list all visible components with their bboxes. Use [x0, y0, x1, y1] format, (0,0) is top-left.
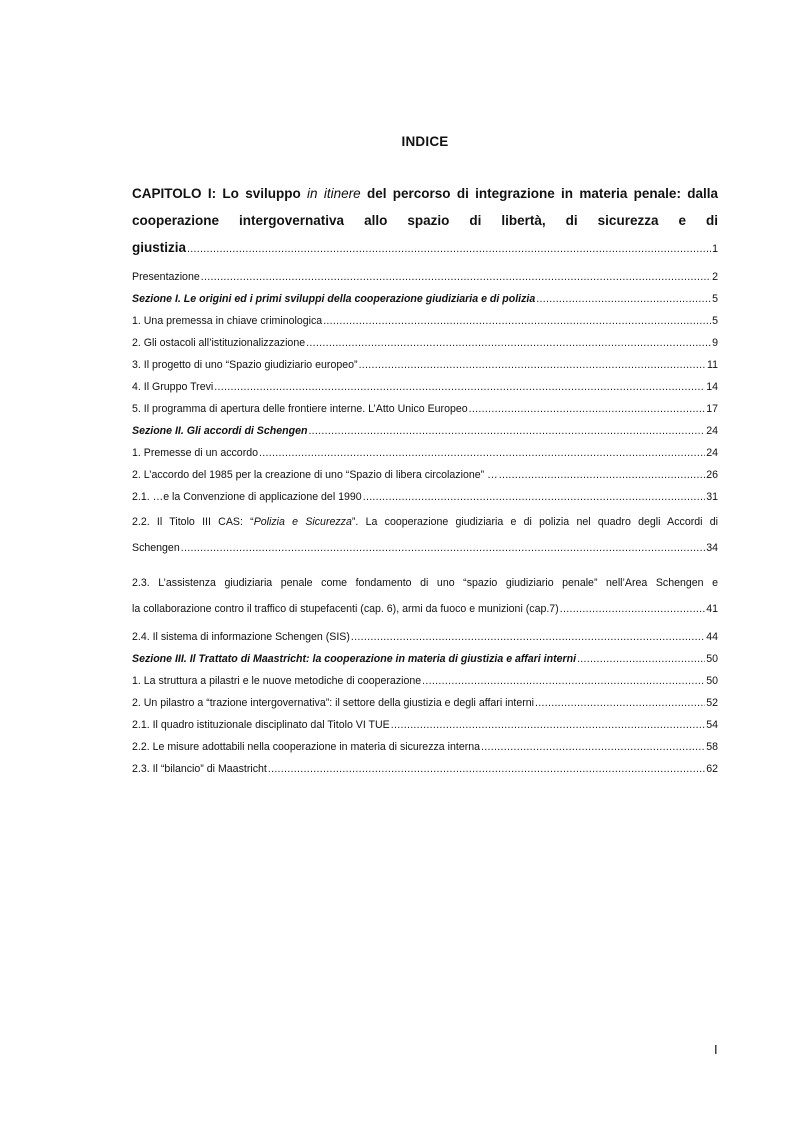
- leader-dots: [359, 359, 706, 372]
- entry-label: Sezione III. Il Trattato di Maastricht: la cooperazione in materia di giustizia e affari interni: [132, 653, 577, 665]
- page-number: 52: [706, 697, 718, 709]
- toc-entry[interactable]: [132, 719, 718, 741]
- toc-entry[interactable]: [132, 315, 718, 337]
- page-number: 54: [706, 719, 718, 731]
- page-number: 5: [712, 293, 718, 305]
- toc-entry[interactable]: [132, 675, 718, 697]
- leader-dots: [214, 381, 705, 394]
- entry-label: Presentazione: [132, 271, 200, 283]
- entry-label: 2. L’accordo del 1985 per la creazione di uno “Spazio di libera circolazione” …: [132, 469, 498, 481]
- page-number: 9: [712, 337, 718, 349]
- entry-label: Sezione I. Le origini ed i primi sviluppi della cooperazione giudiziaria e di polizia: [132, 293, 536, 305]
- leader-dots: [577, 653, 705, 666]
- page-number: 26: [706, 469, 718, 481]
- toc-entry[interactable]: [132, 763, 718, 785]
- leader-dots: [363, 491, 706, 504]
- leader-dots: [308, 425, 705, 438]
- entry-label: 2.4. Il sistema di informazione Schengen (SIS): [132, 631, 350, 643]
- toc-entry[interactable]: [132, 337, 718, 359]
- chapter-italic: in itinere: [307, 186, 361, 201]
- page-number: 41: [706, 603, 718, 615]
- leader-dots: [351, 631, 705, 644]
- chapter-text: del percorso di integrazione in materia penale: dalla: [360, 186, 719, 201]
- entry-label: 5. Il programma di apertura delle frontiere interne. L’Atto Unico Europeo: [132, 403, 468, 415]
- entry-label: 1. La struttura a pilastri e le nuove metodiche di cooperazione: [132, 675, 422, 687]
- toc-entry[interactable]: [132, 381, 718, 403]
- chapter-heading: [132, 180, 718, 263]
- chapter-line-2: cooperazione intergovernativa allo spazio di libertà, di sicurezza e di: [132, 213, 718, 228]
- leader-dots: [391, 719, 705, 732]
- toc-entry[interactable]: [132, 741, 718, 763]
- toc-entry[interactable]: [132, 631, 718, 653]
- page-number: 34: [706, 542, 718, 554]
- page-number: 14: [706, 381, 718, 393]
- leader-dots: [560, 596, 705, 622]
- entry-label: la collaborazione contro il traffico di stupefacenti (cap. 6), armi da fuoco e munizioni (cap.7): [132, 603, 559, 615]
- leader-dots: [323, 315, 711, 328]
- page-number: 2: [712, 271, 718, 283]
- chapter-line-1: [132, 180, 718, 207]
- page-number: 24: [706, 425, 718, 437]
- leader-dots: [469, 403, 706, 416]
- leader-dots: [181, 535, 705, 561]
- page-number: 50: [706, 675, 718, 687]
- page-number: 31: [706, 491, 718, 503]
- toc-section[interactable]: [132, 653, 718, 675]
- leader-dots: [187, 236, 711, 263]
- entry-italic: Polizia e Sicurezza: [253, 516, 352, 528]
- toc-entry[interactable]: [132, 697, 718, 719]
- entry-text: 2.2. Il Titolo III CAS: “: [132, 516, 254, 528]
- page-number: 50: [706, 653, 718, 665]
- page-footer-number: I: [714, 1042, 718, 1057]
- toc-section[interactable]: [132, 425, 718, 447]
- page-number: 44: [706, 631, 718, 643]
- entry-label: 2.3. Il “bilancio” di Maastricht: [132, 763, 267, 775]
- entry-label: 1. Premesse di un accordo: [132, 447, 259, 459]
- toc-entry[interactable]: [132, 271, 718, 293]
- page-number: 58: [706, 741, 718, 753]
- leader-dots: [536, 293, 711, 306]
- entry-label: Sezione II. Gli accordi di Schengen: [132, 425, 308, 437]
- chapter-text: CAPITOLO I: Lo sviluppo: [132, 186, 308, 201]
- entry-label: 1. Una premessa in chiave criminologica: [132, 315, 323, 327]
- toc-entry[interactable]: [132, 403, 718, 425]
- leader-dots: [481, 741, 705, 754]
- page-number: 24: [706, 447, 718, 459]
- page-number: 62: [706, 763, 718, 775]
- page-number: 11: [707, 359, 718, 371]
- leader-dots: [259, 447, 705, 460]
- leader-dots: [535, 697, 705, 710]
- entry-label: 2. Un pilastro a “trazione intergovernativa”: il settore della giustizia e degli affari interni: [132, 697, 534, 709]
- entry-line-1: [132, 509, 718, 535]
- toc-entry-multiline[interactable]: [132, 570, 718, 622]
- entry-label: 3. Il progetto di uno “Spazio giudiziario europeo”: [132, 359, 358, 371]
- toc-entry[interactable]: [132, 469, 718, 491]
- page-number: 5: [712, 315, 718, 327]
- leader-dots: [268, 763, 705, 776]
- entry-line-1: 2.3. L’assistenza giudiziaria penale come fondamento di uno “spazio giudiziario penale” nell’Area Schengen e: [132, 577, 718, 589]
- entry-label: 2.2. Le misure adottabili nella cooperazione in materia di sicurezza interna: [132, 741, 481, 753]
- entry-label: 2. Gli ostacoli all’istituzionalizzazione: [132, 337, 306, 349]
- toc-entry-multiline[interactable]: [132, 509, 718, 561]
- page-number: 17: [706, 403, 718, 415]
- toc-list: [132, 271, 718, 785]
- page-title: INDICE: [401, 134, 449, 149]
- entry-label: Schengen: [132, 542, 180, 554]
- leader-dots: [201, 271, 711, 284]
- entry-label: 2.1. …e la Convenzione di applicazione del 1990: [132, 491, 362, 503]
- entry-label: 2.1. Il quadro istituzionale disciplinato dal Titolo VI TUE: [132, 719, 390, 731]
- toc-section[interactable]: [132, 293, 718, 315]
- toc-entry[interactable]: [132, 359, 718, 381]
- chapter-label: giustizia: [132, 240, 187, 255]
- entry-text: ”. La cooperazione giudiziaria e di polizia nel quadro degli Accordi di: [351, 516, 719, 528]
- chapter-line-3: [132, 234, 718, 263]
- toc-entry[interactable]: [132, 447, 718, 469]
- leader-dots: [306, 337, 711, 350]
- page-number: 1: [712, 243, 718, 255]
- leader-dots: [499, 469, 706, 482]
- leader-dots: [422, 675, 705, 688]
- entry-label: 4. Il Gruppo Trevi: [132, 381, 214, 393]
